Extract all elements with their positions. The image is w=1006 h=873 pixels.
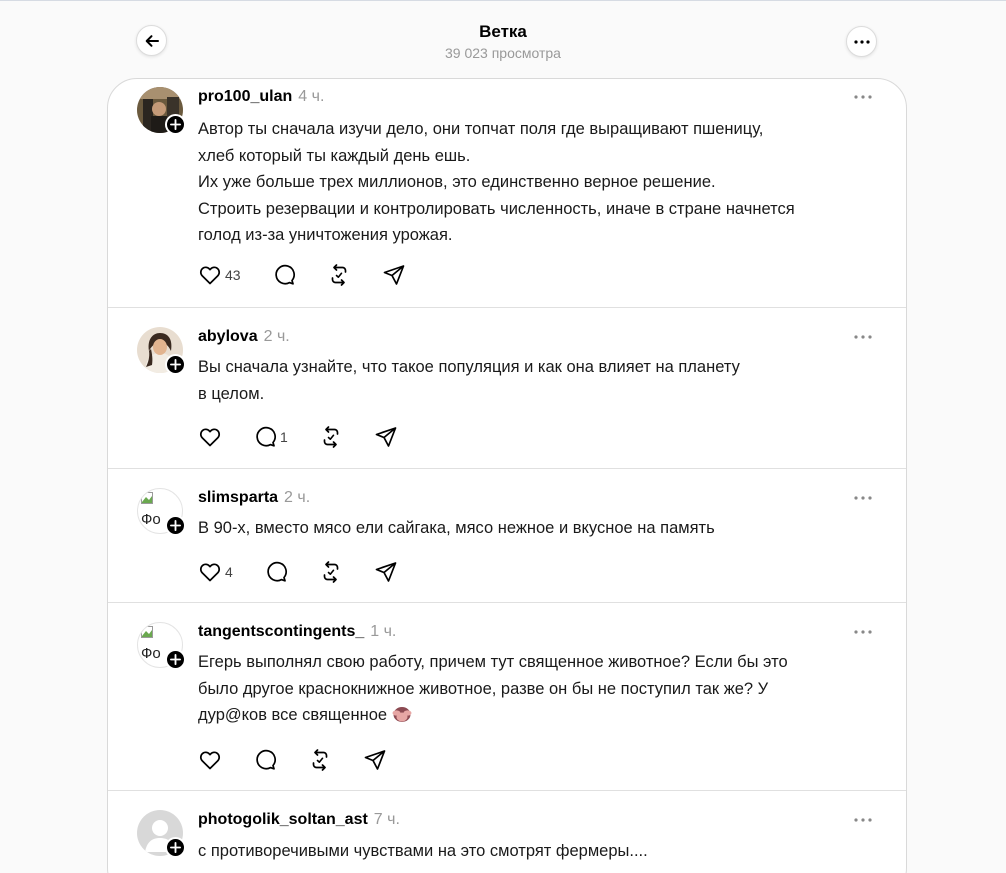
username[interactable]: tangentscontingents_ [198, 623, 365, 640]
plus-icon [170, 359, 181, 370]
timestamp[interactable]: 2 ч. [284, 489, 311, 506]
reply-post [108, 79, 906, 308]
like-button[interactable] [198, 560, 233, 584]
send-icon [363, 748, 387, 772]
reply-button[interactable] [264, 560, 288, 584]
post-actions [198, 263, 437, 287]
avatar-alt-text: Фо [141, 645, 161, 662]
heart-icon [198, 560, 222, 584]
timestamp[interactable]: 2 ч. [263, 328, 290, 345]
post-actions [198, 425, 429, 449]
share-button[interactable] [374, 425, 398, 449]
username[interactable]: slimsparta [198, 489, 279, 506]
thread-header [0, 1, 1006, 79]
post-text: В 90-х, вместо мясо ели сайгака, мясо нежное и вкусное на память [198, 519, 715, 537]
send-icon [382, 263, 406, 287]
comment-icon [272, 263, 296, 287]
heart-icon [198, 263, 222, 287]
reply-post [108, 791, 906, 873]
repost-button[interactable] [327, 263, 351, 287]
follow-button[interactable] [165, 515, 186, 536]
repost-icon [327, 263, 351, 287]
repost-icon [319, 425, 343, 449]
repost-button[interactable] [308, 748, 332, 772]
page-title: Ветка [479, 22, 527, 41]
post-header [198, 489, 310, 507]
username[interactable]: pro100_ulan [198, 88, 293, 105]
view-count: 39 023 просмотра [445, 45, 561, 61]
plus-icon [170, 842, 181, 853]
follow-button[interactable] [165, 649, 186, 670]
timestamp[interactable]: 7 ч. [373, 811, 400, 828]
more-horizontal-icon[interactable] [853, 494, 873, 502]
repost-icon [308, 748, 332, 772]
share-button[interactable] [363, 748, 387, 772]
reply-button[interactable] [272, 263, 296, 287]
avatar-alt-text: Фо [141, 511, 161, 528]
comment-icon [253, 748, 277, 772]
post-actions [198, 748, 418, 772]
follow-button[interactable] [165, 114, 186, 135]
post-text: с противоречивыми чувствами на это смотрят фермеры.... [198, 842, 648, 860]
send-icon [374, 560, 398, 584]
send-icon [374, 425, 398, 449]
more-horizontal-icon[interactable] [853, 93, 873, 101]
like-button[interactable] [198, 425, 222, 449]
username[interactable]: abylova [198, 328, 258, 345]
plus-icon [170, 654, 181, 665]
plus-icon [170, 119, 181, 130]
follow-button[interactable] [165, 837, 186, 858]
thread-options-button[interactable] [846, 26, 877, 57]
avatar[interactable] [137, 810, 185, 858]
like-button[interactable] [198, 263, 241, 287]
repost-button[interactable] [319, 425, 343, 449]
avatar[interactable] [137, 488, 185, 536]
like-count: 4 [225, 564, 233, 580]
follow-button[interactable] [165, 354, 186, 375]
comment-icon [253, 425, 277, 449]
comment-icon [264, 560, 288, 584]
reply-button[interactable] [253, 425, 288, 449]
post-header [198, 623, 396, 641]
share-button[interactable] [382, 263, 406, 287]
username[interactable]: photogolik_soltan_ast [198, 811, 368, 828]
reply-post [108, 308, 906, 469]
reply-post [108, 603, 906, 791]
post-text: Автор ты сначала изучи дело, они топчат поля где выращивают пшеницу, хлеб который ты каждый день ешь. Их уже больше трех миллионов, это единственно верное решение. Строить резервации и контролировать численность, иначе в стране начнется голод из-за уничтожения урожая. [198, 120, 795, 244]
reply-post [108, 469, 906, 603]
timestamp[interactable]: 1 ч. [370, 623, 397, 640]
avatar[interactable] [137, 87, 185, 135]
reply-count: 1 [280, 429, 288, 445]
like-button[interactable] [198, 748, 222, 772]
more-horizontal-icon[interactable] [853, 628, 873, 636]
broken-image-icon [141, 626, 153, 638]
post-header [198, 328, 290, 346]
like-count: 43 [225, 267, 241, 283]
more-horizontal-icon[interactable] [853, 333, 873, 341]
reply-button[interactable] [253, 748, 277, 772]
post-text: Вы сначала узнайте, что такое популяция и как она влияет на планету в целом. [198, 358, 740, 403]
post-actions [198, 560, 429, 584]
repost-button[interactable] [319, 560, 343, 584]
see-no-evil-monkey-emoji-icon [392, 705, 412, 723]
avatar[interactable] [137, 327, 185, 375]
post-text: Егерь выполнял свою работу, причем тут священное животное? Если бы это было другое краснокнижное животное, разве он бы не поступил так же? У дур@ков все священное [198, 653, 788, 724]
heart-icon [198, 748, 222, 772]
plus-icon [170, 520, 181, 531]
timestamp[interactable]: 4 ч. [298, 88, 325, 105]
heart-icon [198, 425, 222, 449]
avatar[interactable] [137, 622, 185, 670]
thread-card [107, 78, 907, 873]
post-header [198, 811, 400, 829]
more-horizontal-icon [854, 40, 870, 44]
broken-image-icon [141, 492, 153, 504]
more-horizontal-icon[interactable] [853, 816, 873, 824]
repost-icon [319, 560, 343, 584]
post-header [198, 88, 324, 106]
share-button[interactable] [374, 560, 398, 584]
